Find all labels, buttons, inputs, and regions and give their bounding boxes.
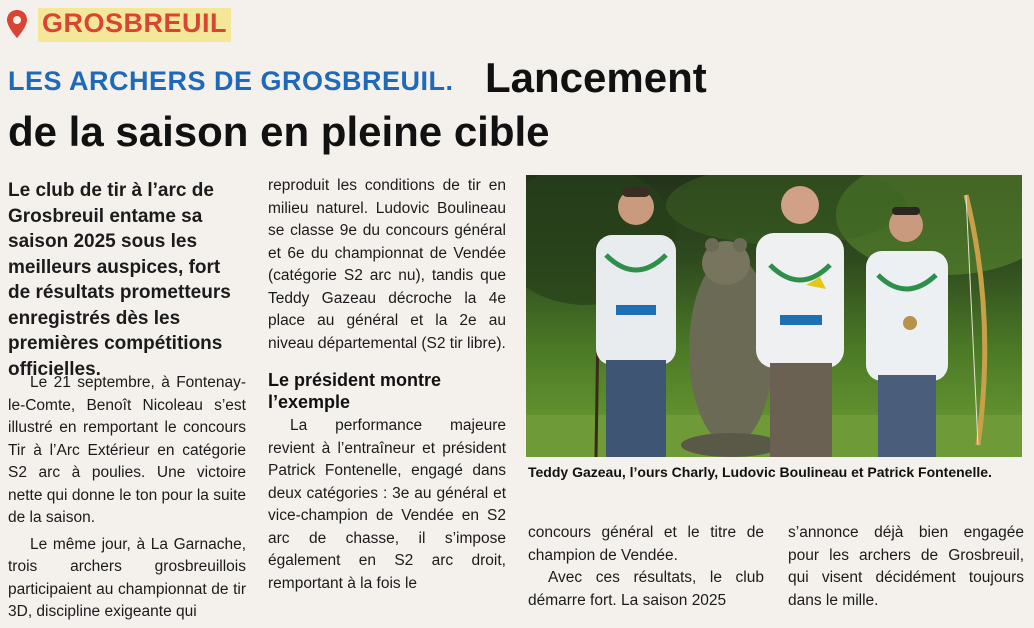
col2-paragraph-2: La performance majeure revient à l’entraîneur et président Patrick Fontenelle, engagé dans deux catégories : 3e au général et vice-champion de Vendée en S2 arc de chasse, il s’impose également en S2 arc droit, remportant à la fois le	[268, 417, 506, 592]
column-4	[788, 522, 1024, 612]
article-photo	[526, 175, 1022, 457]
col4-paragraph-1: s’annonce déjà bien engagée pour les archers de Grosbreuil, qui visent décidément toujours dans le mille.	[788, 524, 1024, 609]
column-3	[528, 522, 764, 612]
col2-paragraph-1: reproduit les conditions de tir en milieu naturel. Ludovic Boulineau se classe 9e du concours général et 6e du championnat de Vendée (catégorie S2 arc nu), tandis que Teddy Gazeau décroche la 4e place au général et la 2e au niveau départemental (S2 tir libre).	[268, 177, 506, 352]
col1-paragraph-1: Le 21 septembre, à Fontenay-le-Comte, Benoît Nicoleau s’est illustré en remportant le concours Tir à l’Arc Extérieur en catégorie S2 arc à poulies. Une victoire nette qui donne le ton pour la suite de la saison.	[8, 374, 246, 526]
col3-paragraph-1: concours général et le titre de champion de Vendée.	[528, 524, 764, 564]
headline-line-2: de la saison en pleine cible	[8, 108, 550, 155]
column-1	[8, 372, 246, 624]
col3-paragraph-2: Avec ces résultats, le club démarre fort. La saison 2025	[528, 569, 764, 609]
section-subhead: Le président montre l’exemple	[268, 370, 442, 412]
col1-paragraph-2: Le même jour, à La Garnache, trois archers grosbreuillois participaient au championnat de tir 3D, discipline exigeante qui	[8, 535, 246, 620]
headline-line-1: Lancement	[485, 54, 707, 101]
lead-paragraph: Le club de tir à l’arc de Grosbreuil entame sa saison 2025 sous les meilleurs auspices, fort de résultats prometteurs enregistrés dès les premières compétitions officielles.	[8, 180, 231, 380]
location-pin-icon	[6, 9, 28, 39]
location-label: GROSBREUIL	[38, 8, 231, 42]
column-2	[268, 175, 506, 595]
article-kicker: LES ARCHERS DE GROSBREUIL.	[8, 66, 454, 96]
archers-photo-illustration	[526, 175, 1022, 457]
photo-caption: Teddy Gazeau, l’ours Charly, Ludovic Boulineau et Patrick Fontenelle.	[528, 464, 992, 480]
